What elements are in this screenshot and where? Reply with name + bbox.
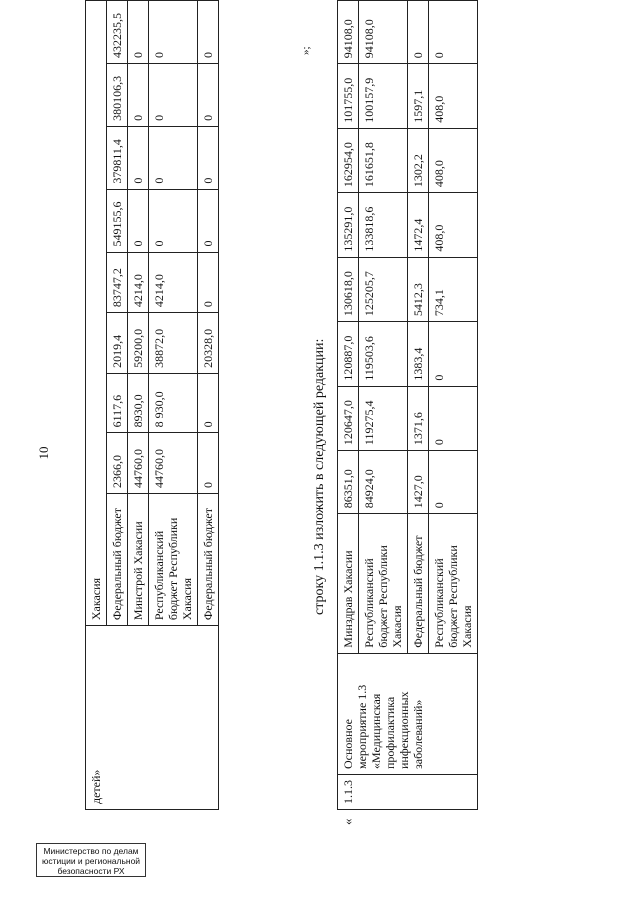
table-cell: 0 <box>408 1 429 64</box>
table-cell: 94108,0 <box>359 1 408 64</box>
table-cell: 44760,0 <box>149 433 198 494</box>
table-cell: 1302,2 <box>408 128 429 192</box>
table-cell: 4214,0 <box>149 252 198 313</box>
table-cell: 432235,5 <box>107 1 128 64</box>
table-cell: 162954,0 <box>338 128 359 192</box>
table-cell: 8930,0 <box>128 373 149 433</box>
table-cell: 408,0 <box>429 128 478 192</box>
table-cell: 0 <box>149 126 198 189</box>
table-cell: 161651,8 <box>359 128 408 192</box>
table-cell-label: Минстрой Хакасии <box>128 494 149 626</box>
table-cell: 101755,0 <box>338 64 359 128</box>
table-cell-label: Республиканский бюджет Республики Хакасия <box>429 514 478 653</box>
table-cell: 0 <box>429 322 478 386</box>
table-cell: 408,0 <box>429 64 478 128</box>
table-cell: 130618,0 <box>338 257 359 321</box>
table-cell-label: Республиканский бюджет Республики Хакасия <box>359 514 408 653</box>
table-cell: 0 <box>128 64 149 127</box>
table-cell: 0 <box>198 126 219 189</box>
table-cell: 119275,4 <box>359 386 408 450</box>
table-cell: 83747,2 <box>107 252 128 313</box>
table-cell: 0 <box>429 386 478 450</box>
table-cell: 2366,0 <box>107 433 128 494</box>
cell-text: Хакасия <box>89 577 103 621</box>
table-cell: 0 <box>198 433 219 494</box>
table-cell: 1597,1 <box>408 64 429 128</box>
table-cell: 120647,0 <box>338 386 359 450</box>
table-cell: 5412,3 <box>408 257 429 321</box>
table-cell: 1371,6 <box>408 386 429 450</box>
table-cell: 20328,0 <box>198 313 219 374</box>
table-cell-label: Федеральный бюджет <box>408 514 429 653</box>
table-cell-label: Минздрав Хакасии <box>338 514 359 653</box>
table-cell: 0 <box>149 64 198 127</box>
cell-text: детей» <box>89 769 103 804</box>
stamp-line-3: безопасности РХ <box>57 866 125 876</box>
stamp-line-1: Министерство по делам <box>43 846 139 856</box>
table-cell: 734,1 <box>429 257 478 321</box>
table-cell: 2019,4 <box>107 313 128 374</box>
table-cell: 0 <box>149 1 198 64</box>
table-cell: 0 <box>198 189 219 252</box>
table-cell: 379811,4 <box>107 126 128 189</box>
table-cell: 0 <box>198 373 219 433</box>
table-cell: 0 <box>429 1 478 64</box>
table-cell: 408,0 <box>429 193 478 257</box>
table-cell-number: 1.1.3 <box>338 775 478 810</box>
table-cell-label: Федеральный бюджет <box>107 494 128 626</box>
table-cell: 125205,7 <box>359 257 408 321</box>
table-cell: 120887,0 <box>338 322 359 386</box>
table-cell: 4214,0 <box>128 252 149 313</box>
table-cell: 1383,4 <box>408 322 429 386</box>
table-cell: 0 <box>128 1 149 64</box>
table-cell: 133818,6 <box>359 193 408 257</box>
table-cell: 0 <box>198 64 219 127</box>
opening-quote: « <box>340 818 355 825</box>
table-cell: 38872,0 <box>149 313 198 374</box>
table-cell: 100157,9 <box>359 64 408 128</box>
table-cell-label: Республиканский бюджет Республики Хакасия <box>149 494 198 626</box>
table-cell: 0 <box>128 189 149 252</box>
table-cell-name: Основное мероприятие 1.3 «Медицинская профилактика инфекционных заболеваний» <box>338 653 478 774</box>
table-row <box>86 1 107 810</box>
table-cell: 0 <box>128 126 149 189</box>
table-cell: 1427,0 <box>408 451 429 514</box>
closing-quote: »; <box>300 46 312 55</box>
table-cell: 119503,6 <box>359 322 408 386</box>
budget-table-top <box>85 0 219 810</box>
amendment-caption: строку 1.1.3 изложить в следующей редакции: <box>312 338 327 615</box>
table-cell: 59200,0 <box>128 313 149 374</box>
table-cell-first-col <box>86 626 219 810</box>
table-cell: 94108,0 <box>338 1 359 64</box>
table-cell: 86351,0 <box>338 451 359 514</box>
page-number: 10 <box>36 446 51 460</box>
table-cell: 135291,0 <box>338 193 359 257</box>
table-cell: 0 <box>198 1 219 64</box>
table-cell-label: Федеральный бюджет <box>198 494 219 626</box>
table-cell: 549155,6 <box>107 189 128 252</box>
budget-table-bottom <box>337 0 478 810</box>
table-cell: 84924,0 <box>359 451 408 514</box>
stamp-line-2: юстиции и региональной <box>41 856 141 866</box>
table-cell: 8 930,0 <box>149 373 198 433</box>
table-cell: 6117,6 <box>107 373 128 433</box>
table-row <box>338 1 359 810</box>
table-cell: 44760,0 <box>128 433 149 494</box>
table-cell: 0 <box>429 451 478 514</box>
table-cell: 0 <box>198 252 219 313</box>
table-cell: 0 <box>149 189 198 252</box>
table-cell: 1472,4 <box>408 193 429 257</box>
table-cell: 380106,3 <box>107 64 128 127</box>
table-cell-header <box>86 1 107 626</box>
